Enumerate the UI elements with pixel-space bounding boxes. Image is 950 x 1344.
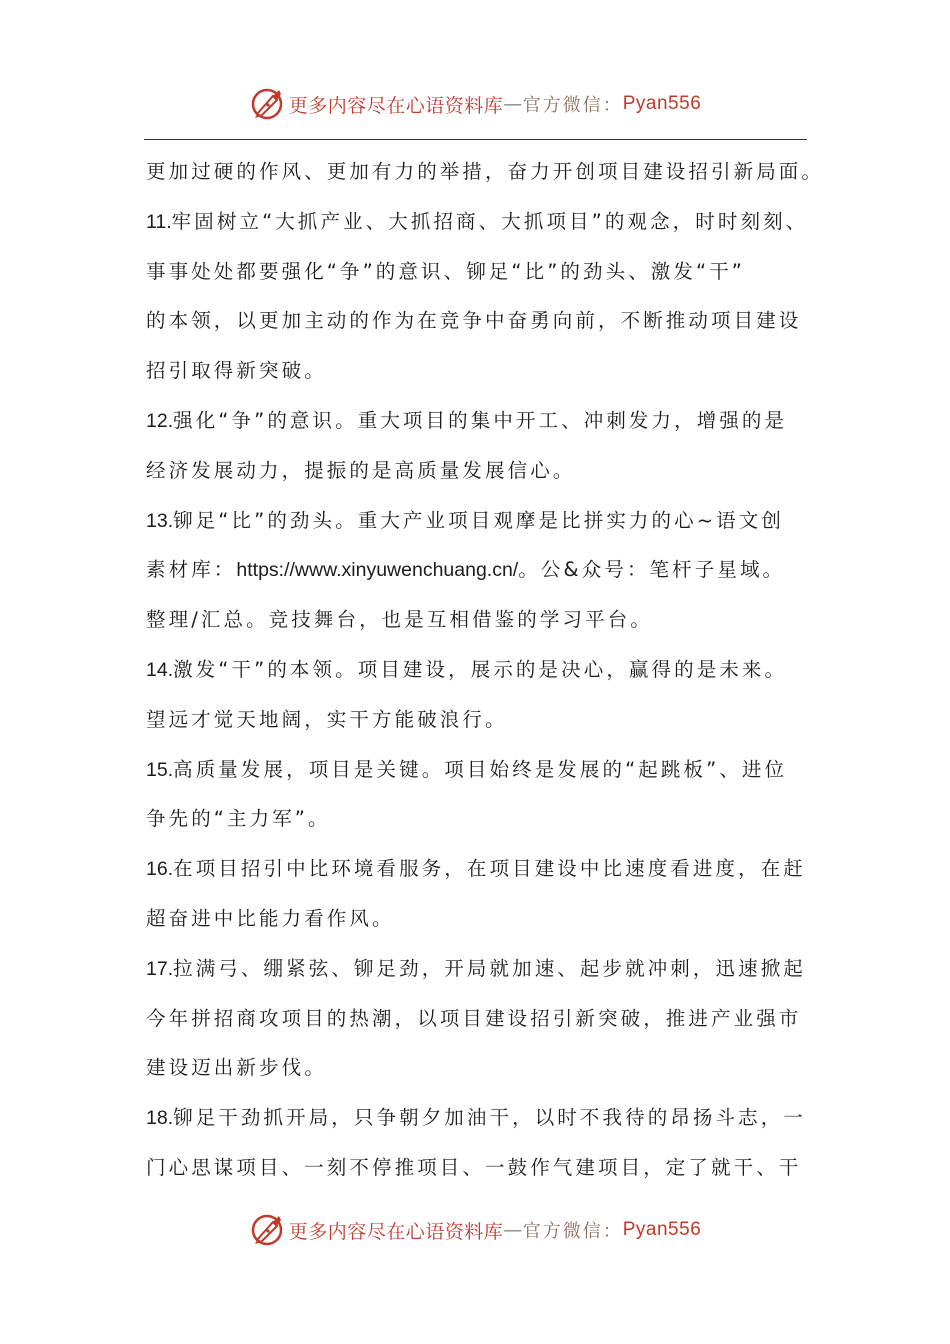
line-text: 拉满弓、绷紧弦、铆足劲，开局就加速、起步就冲刺，迅速掀起 [173, 956, 806, 980]
line-text: 牢固树立“大抓产业、大抓招商、大抓项目”的观念，时时刻刻、 [171, 209, 809, 233]
line-text: 望远才觉天地阔，实干方能破浪行。 [146, 707, 508, 731]
line-text: 在项目招引中比环境看服务，在项目建设中比速度看进度，在赶 [173, 857, 806, 881]
line-text: 门心思谋项目、一刻不停推项目、一鼓作气建项目，定了就干、干 [146, 1155, 802, 1179]
line-text: 高质量发展，项目是关键。项目始终是发展的“起跳板”、进位 [173, 757, 788, 781]
line-text: 经济发展动力，提振的是高质量发展信心。 [146, 458, 576, 482]
line-text: 的本领，以更加主动的作为在竞争中奋勇向前，不断推动项目建设 [146, 309, 802, 333]
text-line [146, 645, 811, 695]
header-site-name: 更多内容尽在心语资料库 [288, 94, 504, 117]
text-line [146, 1143, 811, 1193]
text-line [146, 197, 811, 247]
header-banner [0, 84, 950, 124]
header-dash: — [503, 93, 523, 115]
url-text: https://www.xinyuwenchuang.cn/ [236, 559, 519, 582]
line-text: 争先的“主力军”。 [146, 807, 331, 831]
header-divider [144, 139, 807, 140]
line-text: 素材库： [146, 558, 237, 582]
footer-wechat-id: Pyan556 [622, 1219, 702, 1240]
item-number: 12. [146, 409, 174, 432]
item-number: 17. [146, 957, 174, 980]
line-text: 建设迈出新步伐。 [146, 1056, 327, 1080]
text-line [146, 994, 811, 1044]
footer-banner [0, 1210, 950, 1250]
item-number: 18. [146, 1107, 174, 1130]
footer-dash: — [503, 1219, 523, 1241]
text-line [146, 296, 811, 346]
item-number: 11. [146, 210, 172, 233]
footer-wechat-label: 官方微信： [522, 1221, 623, 1242]
text-line [146, 1093, 811, 1143]
item-number: 16. [146, 858, 174, 881]
item-number: 15. [146, 758, 174, 781]
line-text: 整理/汇总。竞技舞台，也是互相借鉴的学习平台。 [146, 608, 653, 632]
line-text: 超奋进中比能力看作风。 [146, 906, 395, 930]
pen-nib-logo-icon [249, 86, 285, 122]
text-line [146, 496, 811, 546]
text-line [146, 396, 811, 446]
line-text: 今年拼招商攻项目的热潮，以项目建设招引新突破，推进产业强市 [146, 1006, 802, 1030]
document-body [146, 147, 825, 1193]
line-text: 事事处处都要强化“争”的意识、铆足“比”的劲头、激发“干” [146, 259, 746, 283]
footer-site-name: 更多内容尽在心语资料库 [288, 1220, 504, 1243]
line-text: 激发“干”的本领。项目建设，展示的是决心，赢得的是未来。 [173, 657, 788, 681]
text-line [146, 894, 811, 944]
line-text: 更加过硬的作风、更加有力的举措，奋力开创项目建设招引新局面。 [146, 160, 825, 183]
text-line [146, 695, 811, 745]
text-line [146, 446, 811, 496]
line-text: 铆足干劲抓开局，只争朝夕加油干，以时不我待的昂扬斗志，一 [173, 1106, 806, 1130]
item-number: 14. [146, 658, 174, 681]
text-line [146, 844, 811, 894]
text-line [146, 794, 811, 844]
text-line [146, 346, 811, 396]
text-line [146, 247, 811, 297]
text-line [146, 147, 825, 197]
text-line [146, 545, 811, 595]
text-line [146, 1043, 811, 1093]
line-text: 招引取得新突破。 [146, 359, 327, 383]
item-number: 13. [146, 509, 174, 532]
line-text: 强化“争”的意识。重大项目的集中开工、冲刺发力，增强的是 [173, 408, 788, 432]
text-line [146, 745, 811, 795]
header-wechat-id: Pyan556 [622, 93, 702, 114]
line-text: 铆足“比”的劲头。重大产业项目观摩是比拼实力的心~语文创 [173, 508, 784, 532]
text-line [146, 595, 811, 645]
text-line [146, 944, 811, 994]
line-tail-text: 。公&众号：笔杆子星域。 [518, 558, 786, 582]
pen-nib-logo-icon [249, 1212, 285, 1248]
header-wechat-label: 官方微信： [522, 95, 623, 116]
